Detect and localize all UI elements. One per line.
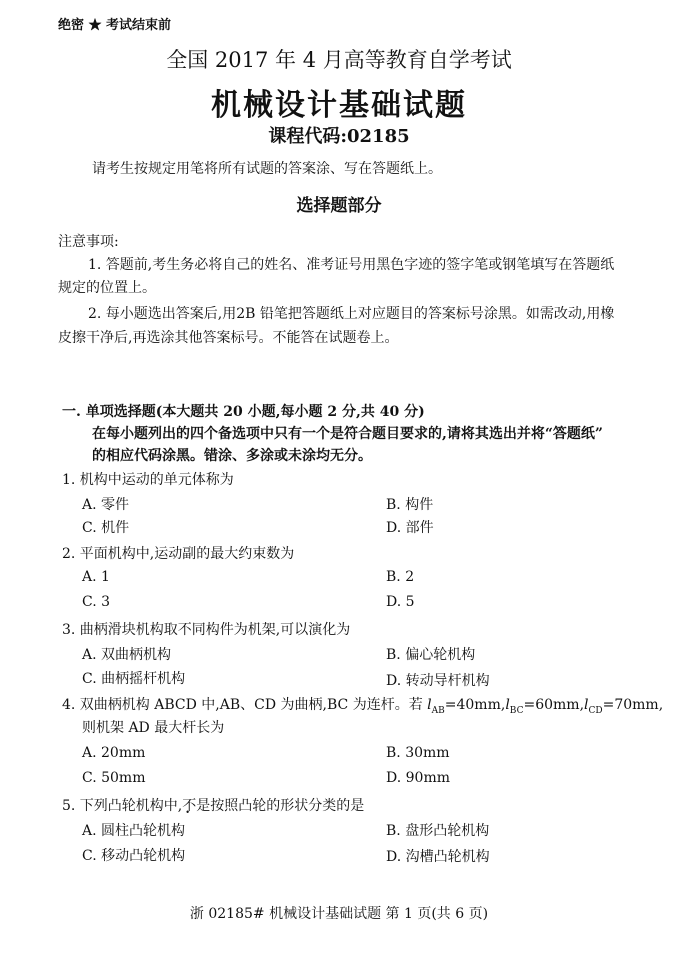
question-3-option-b: B. 偏心轮机构	[386, 647, 476, 663]
question-5-emphasis: 不是	[182, 798, 211, 814]
question-5-stem-post: 按照凸轮的形状分类的是	[210, 798, 365, 814]
question-1-option-c: C. 机件	[82, 520, 130, 536]
question-2-stem: 2. 平面机构中,运动副的最大约束数为	[62, 546, 295, 562]
page-footer: 浙 02185# 机械设计基础试题 第 1 页(共 6 页)	[189, 906, 489, 922]
notice-item-1: 1. 答题前,考生务必将自己的姓名、准考证号用黑色字迹的签字笔或钢笔填写在答题纸	[88, 257, 615, 273]
question-3-option-d: D. 转动导杆机构	[386, 673, 490, 689]
exam-title: 全国 2017 年 4 月高等教育自学考试	[166, 48, 512, 72]
question-4-option-b: B. 30mm	[386, 745, 450, 761]
question-4-option-d: D. 90mm	[386, 770, 450, 786]
question-5-stem	[62, 795, 364, 815]
question-4-lcd: =70mm,	[602, 697, 664, 713]
section-title: 选择题部分	[296, 196, 382, 216]
question-1-option-d: D. 部件	[386, 520, 434, 536]
question-4-stem-prefix: 4. 双曲柄机构 ABCD 中,AB、CD 为曲柄,BC 为连杆。若	[62, 697, 428, 713]
question-2-option-b: B. 2	[386, 569, 415, 585]
question-5-option-a: A. 圆柱凸轮机构	[82, 823, 186, 839]
question-3-stem: 3. 曲柄滑块机构取不同构件为机架,可以演化为	[62, 622, 351, 638]
confidential-label: 绝密 ★ 考试结束前	[58, 18, 172, 33]
question-4-stem: 4. 双曲柄机构 ABCD 中,AB、CD 为曲柄,BC 为连杆。若 $l_{AB}=40mm,l_{BC}=60mm,l_{CD}=70mm$,	[62, 697, 664, 716]
notice-heading: 注意事项:	[58, 234, 119, 250]
question-4-option-c: C. 50mm	[82, 770, 146, 786]
part1-desc-line1: 在每小题列出的四个备选项中只有一个是符合题目要求的,请将其选出并将“答题纸”	[92, 426, 603, 442]
question-5-option-c: C. 移动凸轮机构	[82, 848, 186, 864]
question-4-lbc: =60mm,	[523, 697, 585, 713]
question-2-option-a: A. 1	[82, 569, 110, 585]
notice-item-2: 2. 每小题选出答案后,用2B 铅笔把答题纸上对应题目的答案标号涂黑。如需改动,用橡	[88, 306, 615, 322]
answer-instruction: 请考生按规定用笔将所有试题的答案涂、写在答题纸上。	[92, 161, 442, 177]
course-code: 课程代码:02185	[268, 126, 410, 147]
question-2-option-c: C. 3	[82, 594, 111, 610]
question-3-option-a: A. 双曲柄机构	[82, 647, 172, 663]
question-1-stem: 1. 机构中运动的单元体称为	[62, 472, 234, 488]
question-4-stem-line2: 则机架 AD 最大杆长为	[82, 720, 225, 736]
notice-item-1-cont: 规定的位置上。	[58, 280, 156, 296]
question-4-option-a: A. 20mm	[82, 745, 146, 761]
question-5-option-d: D. 沟槽凸轮机构	[386, 849, 490, 865]
part1-heading: 一. 单项选择题(本大题共 20 小题,每小题 2 分,共 40 分)	[62, 404, 425, 420]
question-2-option-d: D. 5	[386, 594, 415, 610]
question-3-option-c: C. 曲柄摇杆机构	[82, 671, 186, 687]
question-1-option-b: B. 构件	[386, 497, 434, 513]
question-5-option-b: B. 盘形凸轮机构	[386, 823, 490, 839]
question-1-option-a: A. 零件	[82, 497, 130, 513]
paper-title: 机械设计基础试题	[211, 88, 467, 123]
question-5-stem-pre: 5. 下列凸轮机构中,	[62, 798, 183, 814]
part1-desc-line2: 的相应代码涂黑。错涂、多涂或未涂均无分。	[92, 448, 372, 464]
notice-item-2-cont: 皮擦干净后,再选涂其他答案标号。不能答在试题卷上。	[58, 330, 399, 346]
question-4-lab: =40mm,	[444, 697, 506, 713]
